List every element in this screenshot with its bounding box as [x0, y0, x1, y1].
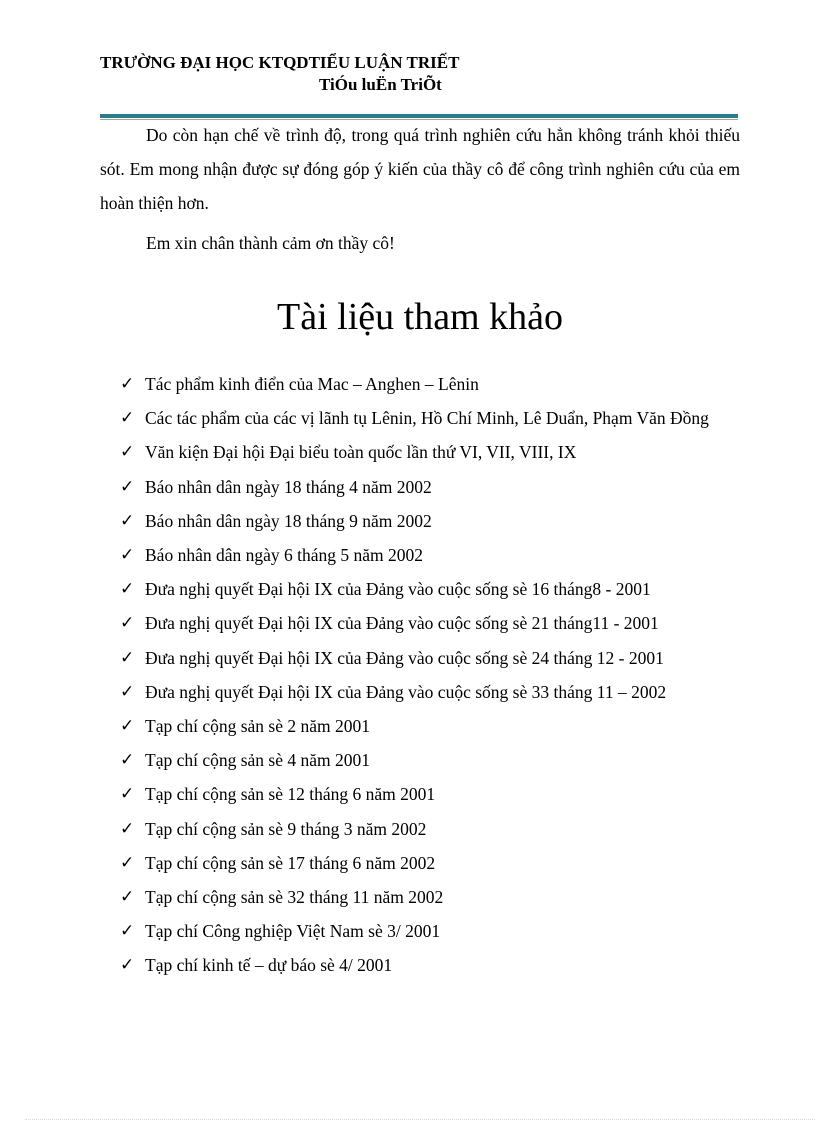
reference-item: [100, 675, 740, 709]
reference-item: [100, 470, 740, 504]
reference-item: [100, 846, 740, 880]
reference-item: [100, 914, 740, 948]
reference-text: Tạp chí Công nghiệp Việt Nam sè 3/ 2001: [145, 921, 441, 942]
reference-text: Tạp chí cộng sản sè 2 năm 2001: [145, 716, 371, 737]
reference-item: [100, 606, 740, 640]
header-title: TRƯỜNG ĐẠI HỌC KTQDTIỂU LUẬN TRIẾT: [100, 53, 460, 72]
reference-text: Báo nhân dân ngày 18 tháng 9 năm 2002: [145, 510, 432, 531]
check-icon: ✓: [120, 681, 135, 702]
reference-item: [100, 401, 740, 435]
reference-text: Tạp chí kinh tế – dự báo sè 4/ 2001: [145, 955, 393, 976]
reference-text: Đưa nghị quyết Đại hội IX của Đảng vào cuộc sống sè 33 tháng 11 – 2002: [145, 681, 667, 702]
reference-text: Báo nhân dân ngày 6 tháng 5 năm 2002: [145, 545, 424, 566]
thanks-paragraph: Em xin chân thành cảm ơn thầy cô!: [146, 233, 395, 253]
reference-item: [100, 572, 740, 606]
reference-text: Các tác phẩm của các vị lãnh tụ Lênin, Hồ Chí Minh, Lê Duẩn, Phạm Văn Đồng: [145, 408, 709, 429]
check-icon: ✓: [120, 408, 135, 429]
check-icon: ✓: [120, 374, 135, 394]
reference-item: [100, 709, 740, 743]
page-header: [100, 52, 740, 96]
reference-text: Tác phẩm kinh điển của Mac – Anghen – Lênin: [145, 374, 479, 394]
reference-item: [100, 538, 740, 572]
reference-text: Tạp chí cộng sản sè 4 năm 2001: [145, 750, 371, 771]
closing-paragraph: Do còn hạn chế về trình độ, trong quá trình nghiên cứu hẳn không tránh khỏi thiếu sót. Em mong nhận được sự đóng góp ý kiến của thầy cô để công trình nghiên cứu của em hoàn thiện hơn.: [100, 125, 740, 213]
check-icon: ✓: [120, 750, 135, 771]
check-icon: ✓: [120, 921, 135, 942]
reference-text: Đưa nghị quyết Đại hội IX của Đảng vào cuộc sống sè 21 tháng11 - 2001: [145, 613, 659, 634]
reference-item: [100, 777, 740, 811]
check-icon: ✓: [120, 613, 135, 634]
page-footer-divider: [25, 1119, 815, 1120]
check-icon: ✓: [120, 784, 135, 805]
header-subtitle: TiÓu luËn TriÕt: [319, 75, 442, 94]
reference-text: Đưa nghị quyết Đại hội IX của Đảng vào cuộc sống sè 16 tháng8 - 2001: [145, 579, 651, 600]
reference-text: Đưa nghị quyết Đại hội IX của Đảng vào cuộc sống sè 24 tháng 12 - 2001: [145, 647, 664, 668]
reference-text: Tạp chí cộng sản sè 9 tháng 3 năm 2002: [145, 818, 427, 839]
reference-text: Văn kiện Đại hội Đại biểu toàn quốc lần thứ VI, VII, VIII, IX: [145, 442, 577, 463]
check-icon: ✓: [120, 852, 135, 873]
reference-item: [100, 641, 740, 675]
reference-text: Tạp chí cộng sản sè 32 tháng 11 năm 2002: [145, 887, 444, 908]
check-icon: ✓: [120, 579, 135, 600]
reference-item: [100, 743, 740, 777]
references-title: Tài liệu tham khảo: [277, 296, 563, 338]
reference-text: Báo nhân dân ngày 18 tháng 4 năm 2002: [145, 476, 432, 497]
references-list: [100, 367, 740, 983]
check-icon: ✓: [120, 476, 135, 497]
reference-item: [100, 880, 740, 914]
reference-item: [100, 367, 740, 401]
reference-item: [100, 948, 740, 982]
reference-item: [100, 435, 740, 469]
reference-text: Tạp chí cộng sản sè 12 tháng 6 năm 2001: [145, 784, 436, 805]
check-icon: ✓: [120, 647, 135, 668]
check-icon: ✓: [120, 545, 135, 566]
check-icon: ✓: [120, 442, 135, 463]
reference-item: [100, 504, 740, 538]
reference-item: [100, 812, 740, 846]
check-icon: ✓: [120, 818, 135, 839]
reference-text: Tạp chí cộng sản sè 17 tháng 6 năm 2002: [145, 852, 436, 873]
check-icon: ✓: [120, 955, 135, 976]
check-icon: ✓: [120, 716, 135, 737]
check-icon: ✓: [120, 510, 135, 531]
check-icon: ✓: [120, 887, 135, 908]
